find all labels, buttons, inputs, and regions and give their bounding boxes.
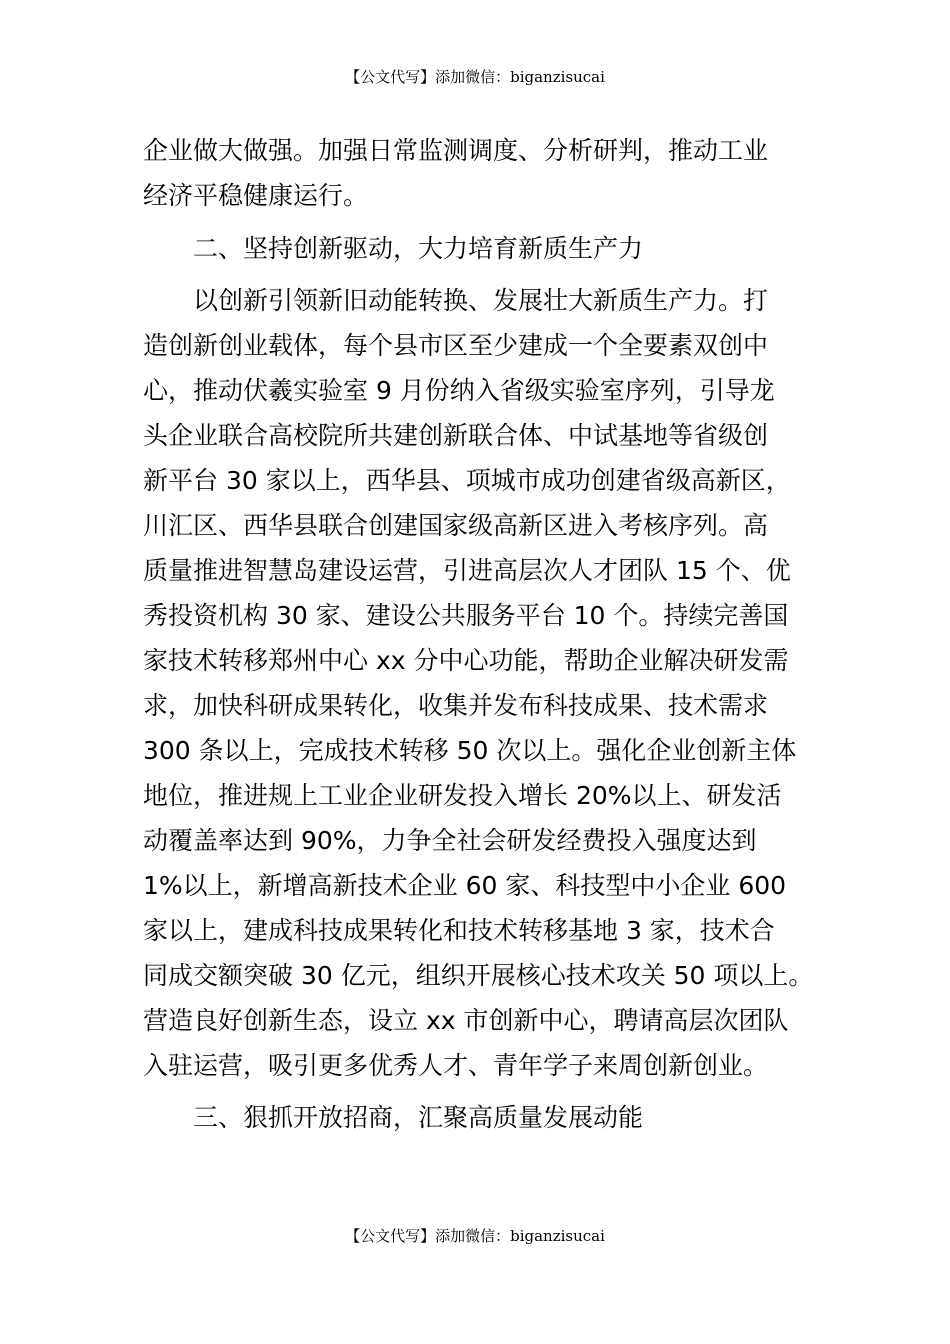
body-line: 川汇区、西华县联合创建国家级高新区进入考核序列。高 bbox=[143, 511, 769, 540]
body-line: 同成交额突破 30 亿元，组织开展核心技术攻关 50 项以上。 bbox=[143, 961, 814, 990]
body-line: 300 条以上，完成技术转移 50 次以上。强化企业创新主体 bbox=[143, 736, 797, 765]
body-line: 质量推进智慧岛建设运营，引进高层次人才团队 15 个、优 bbox=[143, 556, 791, 585]
body-line: 造创新创业载体，每个县市区至少建成一个全要素双创中 bbox=[143, 331, 769, 360]
body-line: 头企业联合高校院所共建创新联合体、中试基地等省级创 bbox=[143, 421, 769, 450]
body-line: 以创新引领新旧动能转换、发展壮大新质生产力。打 bbox=[193, 286, 769, 315]
body-line: 入驻运营，吸引更多优秀人才、青年学子来周创新创业。 bbox=[143, 1051, 769, 1080]
body-line: 经济平稳健康运行。 bbox=[143, 181, 369, 210]
body-line: 地位，推进规上工业企业研发投入增长 20%以上、研发活 bbox=[143, 781, 782, 810]
body-line: 营造良好创新生态，设立 xx 市创新中心，聘请高层次团队 bbox=[143, 1006, 789, 1035]
page-header-watermark: 【公文代写】添加微信：biganzisucai bbox=[345, 68, 605, 86]
body-line: 秀投资机构 30 家、建设公共服务平台 10 个。持续完善国 bbox=[143, 601, 789, 630]
body-line: 家以上，建成科技成果转化和技术转移基地 3 家，技术合 bbox=[143, 916, 775, 945]
body-line: 心，推动伏羲实验室 9 月份纳入省级实验室序列，引导龙 bbox=[143, 376, 775, 405]
section-heading: 三、狠抓开放招商，汇聚高质量发展动能 bbox=[193, 1103, 644, 1132]
body-line: 企业做大做强。加强日常监测调度、分析研判，推动工业 bbox=[143, 136, 769, 165]
body-line: 新平台 30 家以上，西华县、项城市成功创建省级高新区， bbox=[143, 466, 791, 495]
page-footer-watermark: 【公文代写】添加微信：biganzisucai bbox=[345, 1227, 605, 1245]
section-heading: 二、坚持创新驱动，大力培育新质生产力 bbox=[193, 234, 644, 263]
body-line: 求，加快科研成果转化，收集并发布科技成果、技术需求 bbox=[143, 691, 769, 720]
body-line: 1%以上，新增高新技术企业 60 家、科技型中小企业 600 bbox=[143, 871, 787, 900]
body-line: 动覆盖率达到 90%，力争全社会研发经费投入强度达到 bbox=[143, 826, 757, 855]
body-line: 家技术转移郑州中心 xx 分中心功能，帮助企业解决研发需 bbox=[143, 646, 789, 675]
